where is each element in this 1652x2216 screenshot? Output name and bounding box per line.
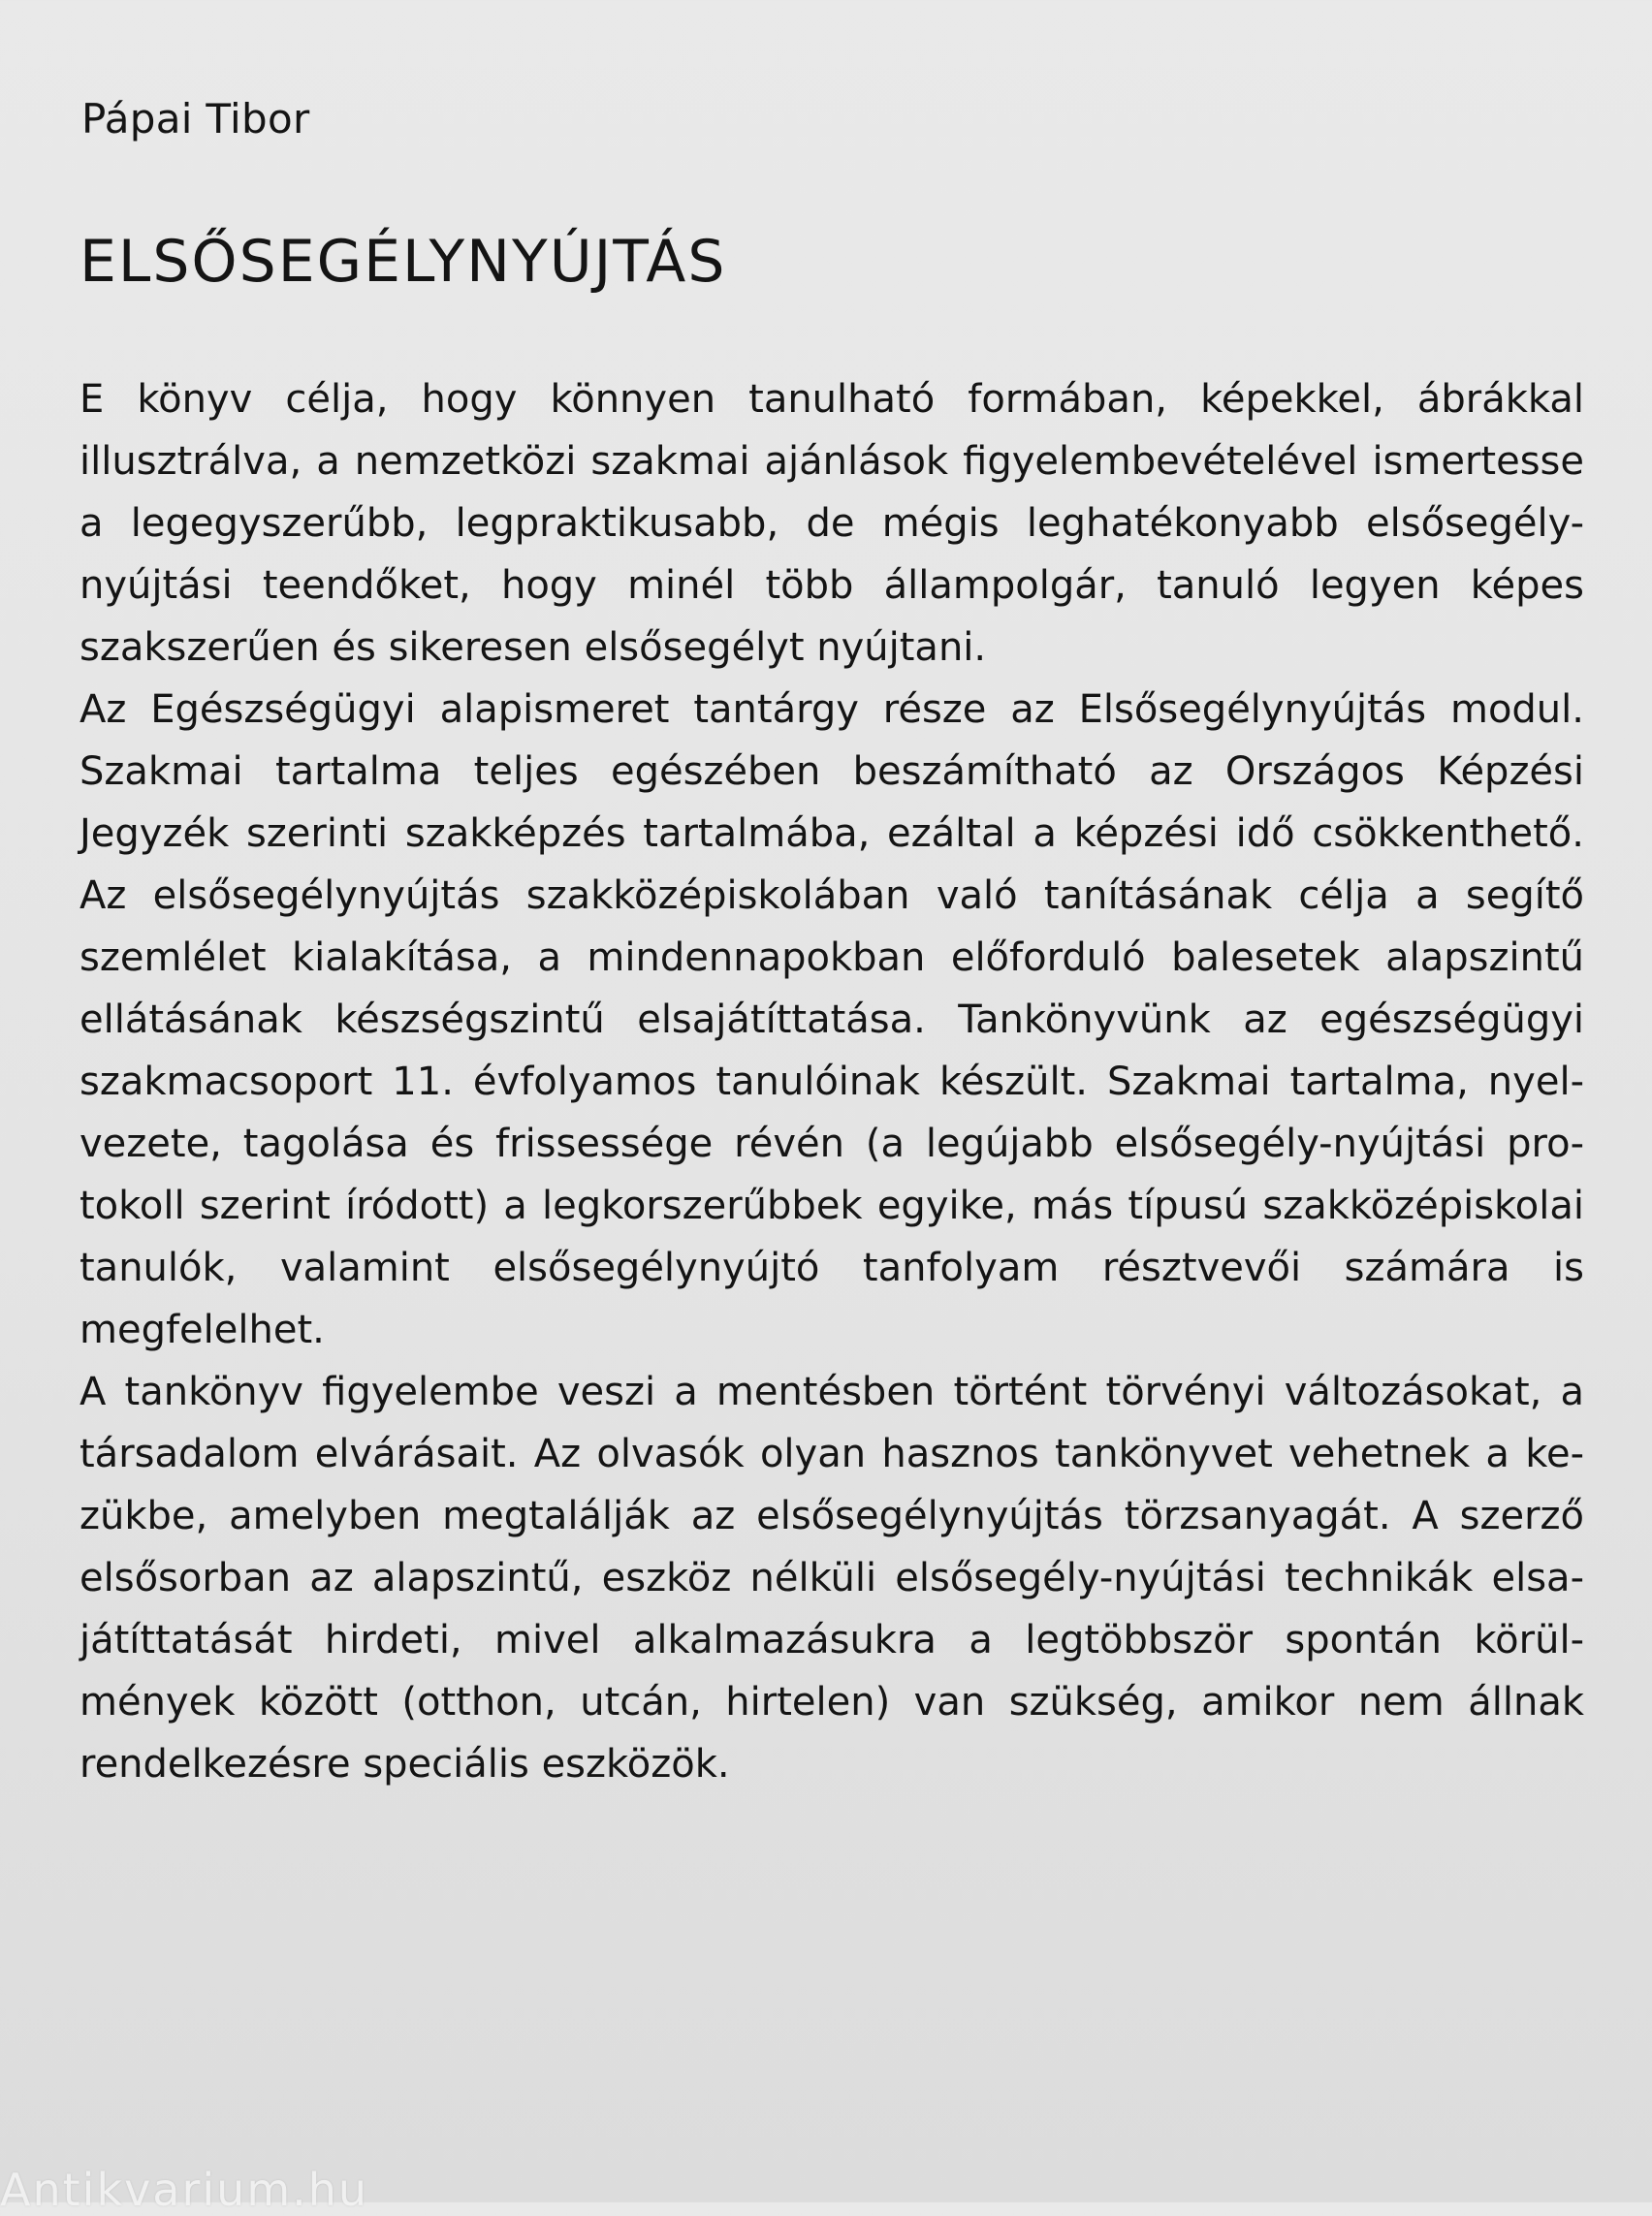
body-text (79, 368, 1584, 1795)
paragraph-curriculum: Az Egészségügyi alapismeret tantárgy része az Elsősegélynyújtás modul. Szakmai tartalma teljes egészében beszámítható az Országos Képzési Jegyzék szerinti szakképzés tartalmába, ezáltal a képzési idő csökkenthető. Az elsősegélynyújtás szakközépiskolában való tanításának célja a segítő szemlélet kialakítása, a mindennapokban előforduló balesetek alapszintű ellátásának készségszintű elsajátíttatása. Tankönyvünk az egészségügyi szakmacsoport 11. évfolyamos tanulóinak készült. Szakmai tartalma, nyelvezete, tagolása és frissessége révén (a legújabb elsősegély-nyújtási protokoll szerint íródott) a legkorszerűbbek egyike, más típusú szakközépiskolai tanulók, valamint elsősegélynyújtó tanfolyam résztvevői számára is megfelelhet. (79, 687, 1584, 1352)
paragraph-intro: E könyv célja, hogy könnyen tanulható formában, képekkel, ábrákkal illusztrálva, a nemzetközi szakmai ajánlások figyelembevételével ismertesse a legegyszerűbb, legpraktikusabb, de mégis leghatékonyabb elsősegély-nyújtási teendőket, hogy minél több állampolgár, tanuló legyen képes szakszerűen és sikeresen elsősegélyt nyújtani. (79, 377, 1584, 670)
paragraph-scope: A tankönyv figyelembe veszi a mentésben történt törvényi változásokat, a társadalom elvárásait. Az olvasók olyan hasznos tankönyvet vehetnek a kezükbe, amelyben megtalálják az elsősegélynyújtás törzsanyagát. A szerző elsősorban az alapszintű, eszköz nélküli elsősegély-nyújtási technikák elsajátíttatását hirdeti, mivel alkalmazásukra a legtöbbször spontán körülmények között (otthon, utcán, hirtelen) van szükség, amikor nem állnak rendelkezésre speciális eszközök. (79, 1370, 1584, 1787)
book-title: ELSŐSEGÉLYNYÚJTÁS (79, 228, 727, 296)
watermark-text: Antikvarium.hu (0, 2164, 369, 2216)
author-name: Pápai Tibor (81, 95, 310, 142)
